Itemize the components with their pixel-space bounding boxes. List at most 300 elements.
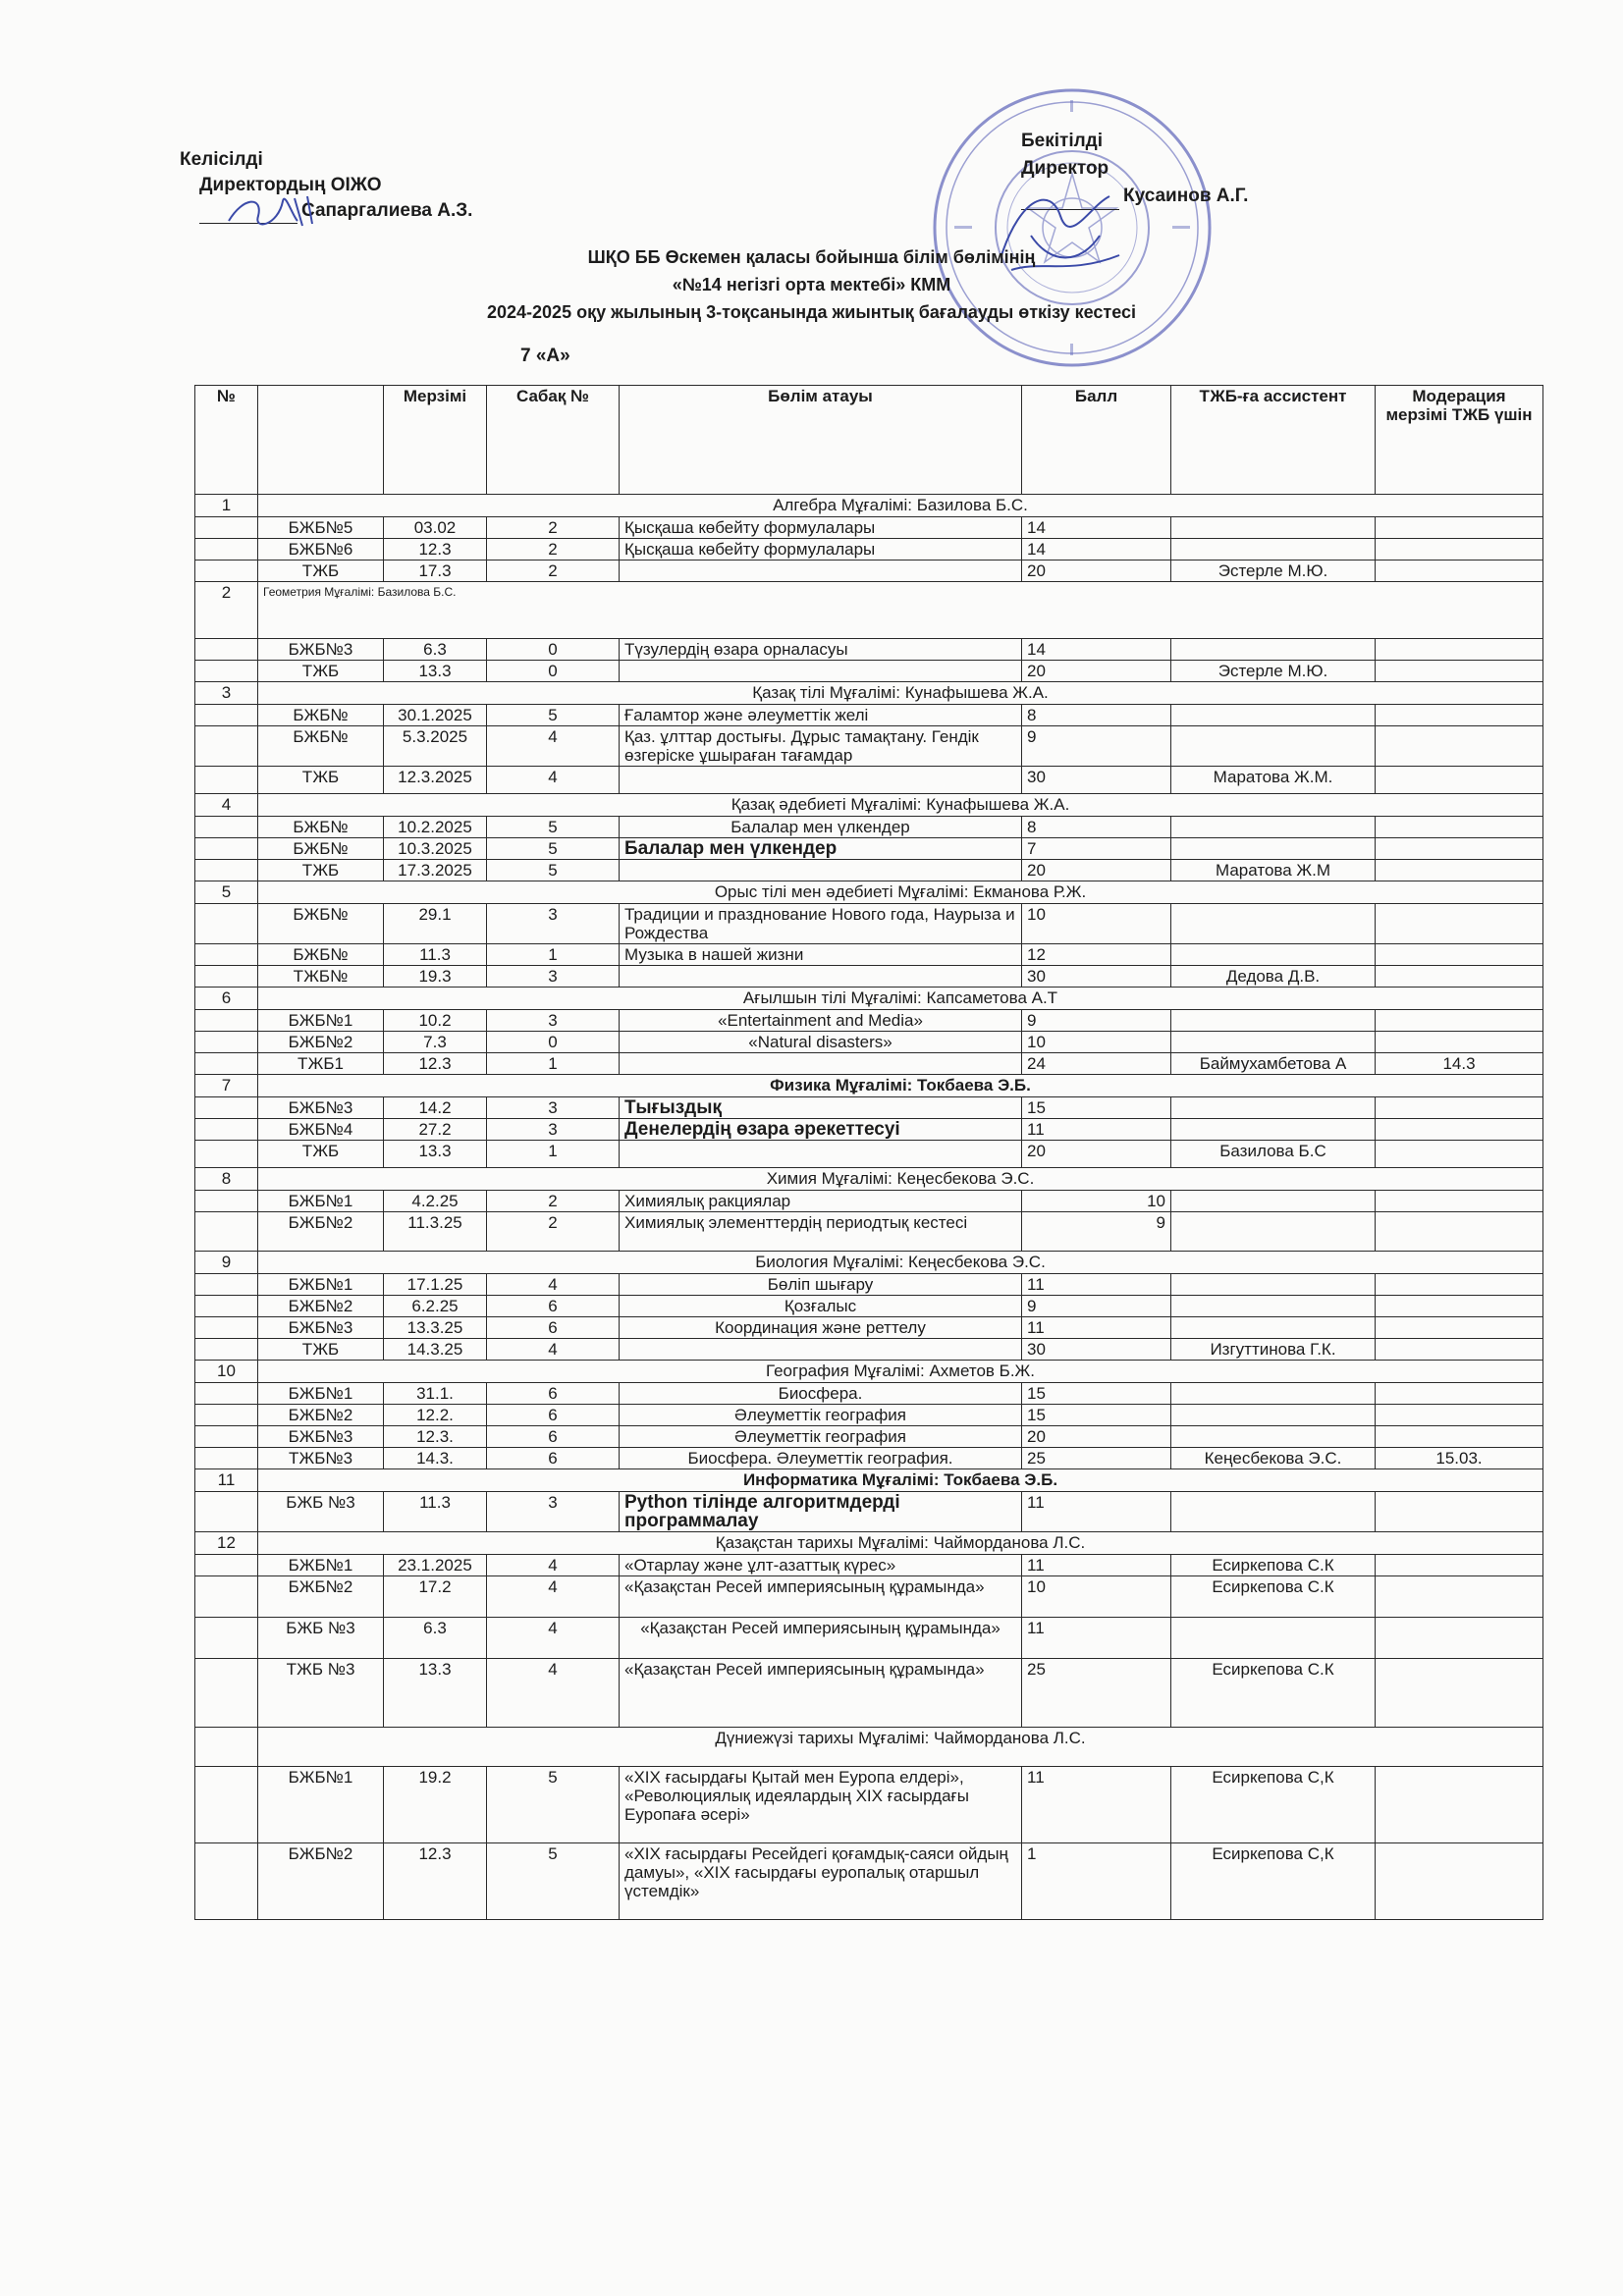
score: 11 [1022,1618,1171,1659]
blank-cell [195,1659,258,1728]
lesson-number: 5 [487,1843,620,1920]
blank-cell [195,767,258,794]
moderation-date [1376,639,1543,661]
section-topic: Ғаламтор және әлеуметтік желі [620,705,1022,726]
assessment-date: 6.2.25 [384,1296,487,1317]
blank-cell [195,1097,258,1119]
score: 25 [1022,1448,1171,1469]
blank-cell [195,1296,258,1317]
assistant [1171,1010,1376,1032]
lesson-number: 2 [487,539,620,561]
agreed-signature [224,187,332,236]
assistant [1171,1317,1376,1339]
blank-cell [195,1141,258,1168]
section-number: 12 [195,1532,258,1555]
section-topic: Биосфера. Әлеуметтік география. [620,1448,1022,1469]
section-topic: Денелердің өзара әрекеттесуі [620,1119,1022,1141]
section-row [195,1168,1543,1191]
blank-cell [195,539,258,561]
section-row [195,582,1543,639]
assistant [1171,1405,1376,1426]
table-row [195,1274,1543,1296]
assistant [1171,639,1376,661]
assessment-date: 10.2.2025 [384,817,487,838]
blank-cell [195,1618,258,1659]
assessment-date: 23.1.2025 [384,1555,487,1576]
moderation-date [1376,767,1543,794]
assessment-date: 6.3 [384,639,487,661]
assessment-type: БЖБ№2 [258,1576,384,1618]
table-row [195,1032,1543,1053]
moderation-date [1376,1339,1543,1361]
assessment-date: 10.2 [384,1010,487,1032]
score: 11 [1022,1492,1171,1532]
col-header-score: Балл [1022,386,1171,495]
blank-cell [195,904,258,944]
assistant [1171,1119,1376,1141]
section-topic: Химиялық элементтердің периодтық кестесі [620,1212,1022,1252]
assessment-type: ТЖБ [258,860,384,881]
assistant [1171,1383,1376,1405]
table-row [195,1426,1543,1448]
assessment-date: 11.3.25 [384,1212,487,1252]
section-topic: Тығыздық [620,1097,1022,1119]
lesson-number: 6 [487,1317,620,1339]
moderation-date [1376,1191,1543,1212]
score: 11 [1022,1555,1171,1576]
assessment-type: БЖБ №3 [258,1492,384,1532]
table-row [195,726,1543,767]
col-header-type [258,386,384,495]
assessment-date: 12.3 [384,1843,487,1920]
lesson-number: 6 [487,1448,620,1469]
assistant [1171,726,1376,767]
lesson-number: 2 [487,517,620,539]
blank-cell [195,966,258,988]
agreed-name: Сапаргалиева А.З. [301,200,473,221]
assessment-type: БЖБ№2 [258,1405,384,1426]
col-header-moderation: Модерация мерзімі ТЖБ үшін [1376,386,1543,495]
table-row [195,1119,1543,1141]
assessment-type: БЖБ№5 [258,517,384,539]
moderation-date [1376,1010,1543,1032]
assistant [1171,1212,1376,1252]
assistant: Есиркепова С.К [1171,1659,1376,1728]
table-row [195,904,1543,944]
score: 20 [1022,1141,1171,1168]
assessment-date: 13.3 [384,1141,487,1168]
moderation-date [1376,705,1543,726]
section-topic: Әлеуметтік география [620,1426,1022,1448]
assessment-type: БЖБ№4 [258,1119,384,1141]
assessment-type: ТЖБ [258,661,384,682]
assessment-date: 12.3 [384,1053,487,1075]
moderation-date [1376,860,1543,881]
lesson-number: 3 [487,1119,620,1141]
assistant [1171,1492,1376,1532]
blank-cell [195,1339,258,1361]
blank-cell [195,1317,258,1339]
assistant [1171,904,1376,944]
assistant: Эстерле М.Ю. [1171,661,1376,682]
section-subject: Биология Мұғалімі: Кеңесбекова Э.С. [258,1252,1543,1274]
score: 10 [1022,1191,1171,1212]
moderation-date [1376,517,1543,539]
assessment-date: 13.3 [384,1659,487,1728]
assessment-type: БЖБ№1 [258,1191,384,1212]
section-subject: Дүниежүзі тарихы Мұғалімі: Чайморданова Л.С. [258,1728,1543,1767]
approved-name: Кусаинов А.Г. [1123,186,1249,206]
approved-role: Директор [1021,158,1109,179]
lesson-number: 5 [487,705,620,726]
blank-cell [195,561,258,582]
lesson-number: 3 [487,1492,620,1532]
moderation-date [1376,1618,1543,1659]
score: 10 [1022,904,1171,944]
assessment-type: ТЖБ [258,1339,384,1361]
section-subject: Қазақ әдебиеті Мұғалімі: Кунафышева Ж.А. [258,794,1543,817]
table-row [195,817,1543,838]
lesson-number: 4 [487,1618,620,1659]
assistant: Эстерле М.Ю. [1171,561,1376,582]
score: 15 [1022,1383,1171,1405]
assessment-date: 7.3 [384,1032,487,1053]
section-row [195,495,1543,517]
title-line-1: ШҚО ББ Өскемен қаласы бойынша білім бөлімінің [587,247,1036,267]
section-topic: «XIX ғасырдағы Қытай мен Еуропа елдері», «Революциялық идеялардың XIX ғасырдағы Еуропаға әсері» [620,1767,1022,1843]
section-topic [620,767,1022,794]
assessment-type: ТЖБ [258,561,384,582]
blank-cell [195,639,258,661]
score: 20 [1022,1426,1171,1448]
section-topic: Қозғалыс [620,1296,1022,1317]
section-topic: Қысқаша көбейту формулалары [620,539,1022,561]
moderation-date [1376,817,1543,838]
moderation-date [1376,1555,1543,1576]
moderation-date [1376,726,1543,767]
assistant [1171,1097,1376,1119]
table-row [195,1618,1543,1659]
table-row [195,1097,1543,1119]
table-row [195,1659,1543,1728]
section-number: 5 [195,881,258,904]
assistant: Кеңесбекова Э.С. [1171,1448,1376,1469]
assistant [1171,944,1376,966]
score: 20 [1022,860,1171,881]
section-row [195,881,1543,904]
assistant [1171,1426,1376,1448]
section-topic: Python тілінде алгоритмдерді программалау [620,1492,1022,1532]
table-row [195,838,1543,860]
blank-cell [195,705,258,726]
section-subject: Физика Мұғалімі: Токбаева Э.Б. [258,1075,1543,1097]
assessment-date: 29.1 [384,904,487,944]
lesson-number: 4 [487,1274,620,1296]
blank-cell [195,1405,258,1426]
assessment-type: БЖБ№1 [258,1274,384,1296]
blank-cell [195,1843,258,1920]
lesson-number: 2 [487,561,620,582]
lesson-number: 4 [487,1576,620,1618]
table-row [195,966,1543,988]
assistant: Есиркепова С,К [1171,1767,1376,1843]
moderation-date [1376,1097,1543,1119]
blank-cell [195,838,258,860]
table-row [195,705,1543,726]
table-row [195,1296,1543,1317]
assessment-type: ТЖБ [258,1141,384,1168]
assistant: Есиркепова С.К [1171,1555,1376,1576]
assessment-date: 10.3.2025 [384,838,487,860]
section-row [195,1252,1543,1274]
section-number: 7 [195,1075,258,1097]
table-row [195,639,1543,661]
moderation-date [1376,1317,1543,1339]
assessment-date: 17.3 [384,561,487,582]
lesson-number: 5 [487,860,620,881]
approved-title: Бекітілді [1021,131,1104,151]
assistant [1171,1296,1376,1317]
score: 7 [1022,838,1171,860]
assessment-type: БЖБ№6 [258,539,384,561]
score: 8 [1022,705,1171,726]
assessment-type: БЖБ№2 [258,1032,384,1053]
section-number [195,1728,258,1767]
col-header-date: Мерзімі [384,386,487,495]
assessment-schedule-table [194,385,1543,1920]
moderation-date [1376,838,1543,860]
section-topic: Балалар мен үлкендер [620,817,1022,838]
assessment-type: ТЖБ [258,767,384,794]
moderation-date [1376,539,1543,561]
section-topic [620,966,1022,988]
score: 9 [1022,1212,1171,1252]
assessment-date: 5.3.2025 [384,726,487,767]
table-row [195,1191,1543,1212]
title-line-3: 2024-2025 оқу жылының 3-тоқсанында жиынтық бағалауды өткізу кестесі [487,302,1136,322]
lesson-number: 2 [487,1212,620,1252]
lesson-number: 6 [487,1426,620,1448]
assessment-type: БЖБ№ [258,817,384,838]
lesson-number: 3 [487,904,620,944]
score: 20 [1022,661,1171,682]
table-row [195,517,1543,539]
score: 24 [1022,1053,1171,1075]
table-row [195,1010,1543,1032]
assessment-date: 19.3 [384,966,487,988]
section-topic: Химиялық ракциялар [620,1191,1022,1212]
score: 11 [1022,1317,1171,1339]
moderation-date [1376,1843,1543,1920]
assistant [1171,1618,1376,1659]
section-number: 1 [195,495,258,517]
lesson-number: 2 [487,1191,620,1212]
section-topic: Әлеуметтік география [620,1405,1022,1426]
assessment-date: 13.3.25 [384,1317,487,1339]
col-header-topic: Бөлім атауы [620,386,1022,495]
assessment-type: БЖБ№2 [258,1296,384,1317]
score: 11 [1022,1274,1171,1296]
section-topic [620,1141,1022,1168]
section-subject: Геометрия Мұғалімі: Базилова Б.С. [258,582,1543,639]
assessment-date: 27.2 [384,1119,487,1141]
lesson-number: 4 [487,767,620,794]
assessment-type: БЖБ№3 [258,1097,384,1119]
assessment-type: БЖБ№ [258,944,384,966]
lesson-number: 4 [487,1659,620,1728]
assessment-type: БЖБ№3 [258,1426,384,1448]
section-topic: Музыка в нашей жизни [620,944,1022,966]
assistant: Есиркепова С.К [1171,1576,1376,1618]
section-row [195,988,1543,1010]
assessment-type: ТЖБ№3 [258,1448,384,1469]
assessment-type: ТЖБ1 [258,1053,384,1075]
blank-cell [195,1032,258,1053]
assessment-date: 30.1.2025 [384,705,487,726]
table-row [195,561,1543,582]
lesson-number: 4 [487,1339,620,1361]
blank-cell [195,1426,258,1448]
table-row [195,1843,1543,1920]
lesson-number: 0 [487,1032,620,1053]
assistant: Маратова Ж.М [1171,860,1376,881]
assistant [1171,539,1376,561]
moderation-date [1376,1767,1543,1843]
score: 14 [1022,539,1171,561]
table-row [195,1767,1543,1843]
assistant [1171,1274,1376,1296]
assistant: Маратова Ж.М. [1171,767,1376,794]
blank-cell [195,726,258,767]
section-subject: Орыс тілі мен әдебиеті Мұғалімі: Екманова Р.Ж. [258,881,1543,904]
score: 14 [1022,639,1171,661]
moderation-date [1376,944,1543,966]
lesson-number: 6 [487,1296,620,1317]
assessment-type: БЖБ№1 [258,1555,384,1576]
lesson-number: 5 [487,838,620,860]
section-number: 11 [195,1469,258,1492]
section-topic: Биосфера. [620,1383,1022,1405]
score: 15 [1022,1097,1171,1119]
table-row [195,1405,1543,1426]
assessment-type: БЖБ№ [258,838,384,860]
section-topic: Традиции и празднование Нового года, Наурыза и Рождества [620,904,1022,944]
section-topic: Балалар мен үлкендер [620,838,1022,860]
moderation-date: 15.03. [1376,1448,1543,1469]
section-number: 4 [195,794,258,817]
section-topic: «Entertainment and Media» [620,1010,1022,1032]
section-topic: «Natural disasters» [620,1032,1022,1053]
section-number: 10 [195,1361,258,1383]
section-topic: Қысқаша көбейту формулалары [620,517,1022,539]
assessment-date: 12.2. [384,1405,487,1426]
moderation-date [1376,1492,1543,1532]
assessment-type: БЖБ№3 [258,639,384,661]
section-row [195,682,1543,705]
assessment-date: 14.3.25 [384,1339,487,1361]
assessment-date: 11.3 [384,1492,487,1532]
section-number: 3 [195,682,258,705]
assessment-type: БЖБ№3 [258,1317,384,1339]
table-row [195,1555,1543,1576]
blank-cell [195,1212,258,1252]
table-row [195,767,1543,794]
section-topic: «Қазақстан Ресей империясының құрамында» [620,1576,1022,1618]
score: 9 [1022,726,1171,767]
section-topic [620,561,1022,582]
section-row [195,1728,1543,1767]
table-row [195,1492,1543,1532]
assistant [1171,838,1376,860]
assessment-date: 14.3. [384,1448,487,1469]
blank-cell [195,1191,258,1212]
section-subject: Химия Мұғалімі: Кеңесбекова Э.С. [258,1168,1543,1191]
score: 10 [1022,1576,1171,1618]
moderation-date [1376,1405,1543,1426]
score: 11 [1022,1767,1171,1843]
section-topic [620,661,1022,682]
section-row [195,1532,1543,1555]
assistant [1171,1032,1376,1053]
assessment-type: ТЖБ№ [258,966,384,988]
moderation-date [1376,661,1543,682]
section-subject: Алгебра Мұғалімі: Базилова Б.С. [258,495,1543,517]
assessment-date: 17.3.2025 [384,860,487,881]
moderation-date [1376,1119,1543,1141]
blank-cell [195,860,258,881]
assessment-type: БЖБ№2 [258,1212,384,1252]
section-topic: «Қазақстан Ресей империясының құрамында» [620,1659,1022,1728]
table-row [195,661,1543,682]
moderation-date [1376,1274,1543,1296]
score: 30 [1022,966,1171,988]
assistant [1171,517,1376,539]
blank-cell [195,1119,258,1141]
blank-cell [195,1053,258,1075]
section-number: 2 [195,582,258,639]
assistant: Баймухамбетова А [1171,1053,1376,1075]
section-subject: Ағылшын тілі Мұғалімі: Капсаметова А.Т [258,988,1543,1010]
blank-cell [195,1274,258,1296]
table-body [195,495,1543,1920]
agreed-title: Келісілді [180,149,263,170]
moderation-date [1376,1426,1543,1448]
moderation-date [1376,1383,1543,1405]
lesson-number: 1 [487,1141,620,1168]
lesson-number: 0 [487,639,620,661]
moderation-date [1376,1659,1543,1728]
score: 10 [1022,1032,1171,1053]
agreed-role: Директордың ОІЖО [199,175,382,195]
assessment-date: 12.3. [384,1426,487,1448]
assessment-date: 12.3.2025 [384,767,487,794]
lesson-number: 4 [487,1555,620,1576]
col-header-assistant: ТЖБ-ға ассистент [1171,386,1376,495]
score: 30 [1022,1339,1171,1361]
moderation-date [1376,966,1543,988]
table-row [195,1141,1543,1168]
assessment-type: БЖБ№1 [258,1767,384,1843]
assessment-date: 17.2 [384,1576,487,1618]
assistant [1171,817,1376,838]
moderation-date [1376,1296,1543,1317]
lesson-number: 6 [487,1405,620,1426]
moderation-date [1376,561,1543,582]
section-topic: Координация және реттелу [620,1317,1022,1339]
moderation-date [1376,1576,1543,1618]
score: 8 [1022,817,1171,838]
blank-cell [195,1383,258,1405]
